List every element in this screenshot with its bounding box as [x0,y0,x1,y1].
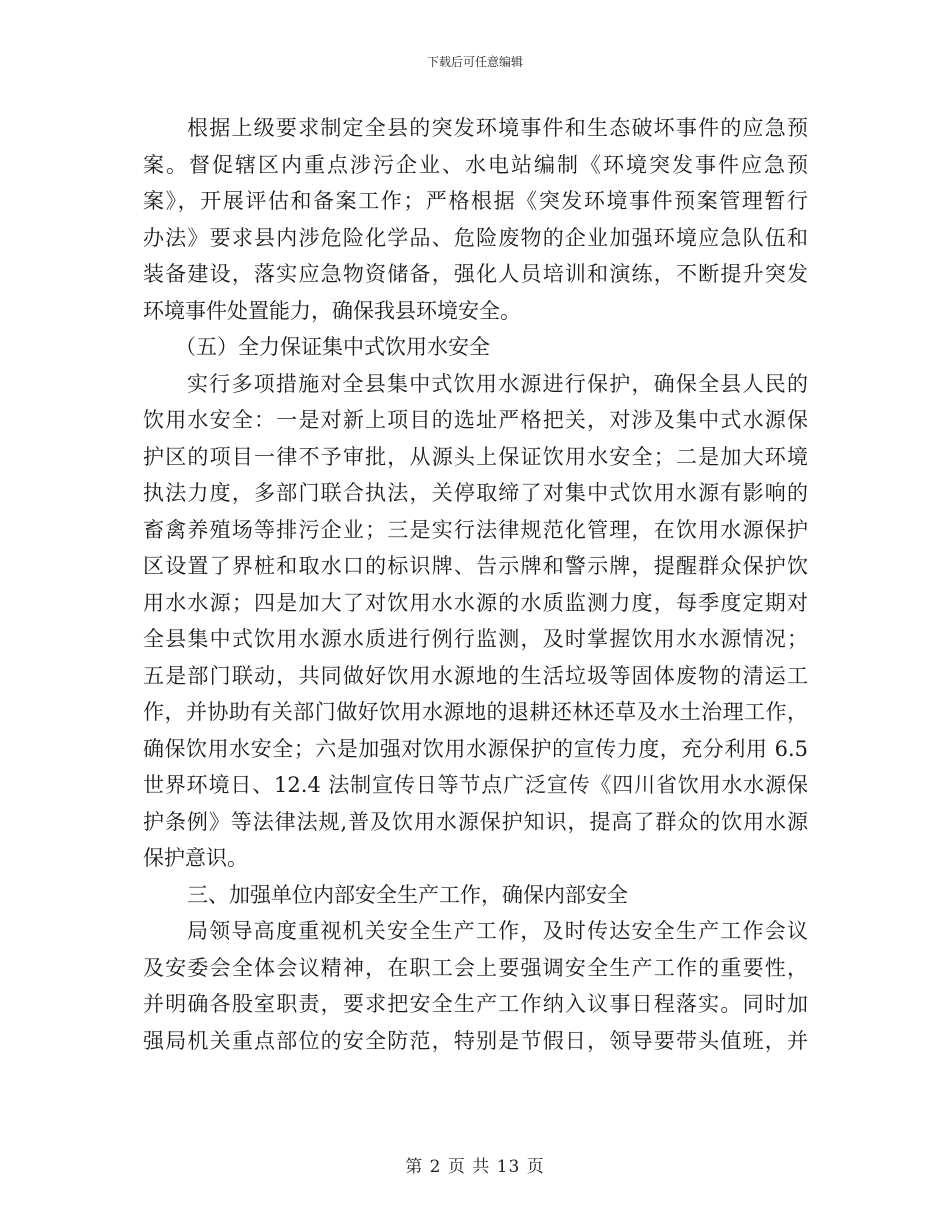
text-line: 强局机关重点部位的安全防范，特别是节假日，领导要带头值班，并 [143,1028,808,1053]
text-line: 案》，开展评估和备案工作；严格根据《突发环境事件预案管理暂行 [143,189,808,213]
text-line: 确保饮用水安全；六是加强对饮用水源保护的宣传力度，充分利用 6.5 [143,736,808,761]
section-heading: 三、加强单位内部安全生产工作，确保内部安全 [187,882,628,907]
text-line: 实行多项措施对全县集中式饮用水源进行保护，确保全县人民的 [187,371,808,396]
text-line: 畜禽养殖场等排污企业；三是实行法律规范化管理，在饮用水源保护 [143,517,808,542]
text-line: 全县集中式饮用水源水质进行例行监测，及时掌握饮用水水源情况； [143,627,808,651]
text-line: 装备建设，落实应急物资储备，强化人员培训和演练，不断提升突发 [143,262,808,286]
section-heading: （五）全力保证集中式饮用水安全 [175,335,490,359]
text-line: 案。督促辖区内重点涉污企业、水电站编制《环境突发事件应急预 [143,152,808,177]
text-line: 保护意识。 [143,846,248,870]
text-line: 饮用水安全：一是对新上项目的选址严格把关，对涉及集中式水源保 [143,408,808,432]
text-line: 护区的项目一律不予审批，从源头上保证饮用水安全；二是加大环境 [143,444,808,469]
text-line: 世界环境日、12.4 法制宣传日等节点广泛宣传《四川省饮用水水源保 [143,773,808,797]
text-line: 并明确各股室职责，要求把安全生产工作纳入议事日程落实。同时加 [143,992,808,1016]
text-line: 及安委会全体会议精神，在职工会上要强调安全生产工作的重要性， [143,955,808,980]
text-line: 护条例》等法律法规,普及饮用水源保护知识，提高了群众的饮用水源 [143,809,808,834]
text-line: 用水水源；四是加大了对饮用水水源的水质监测力度，每季度定期对 [143,590,808,615]
text-line: 五是部门联动，共同做好饮用水源地的生活垃圾等固体废物的清运工 [143,663,808,688]
text-line: 执法力度，多部门联合执法，关停取缔了对集中式饮用水源有影响的 [143,481,808,505]
text-line: 作，并协助有关部门做好饮用水源地的退耕还林还草及水土治理工作， [143,700,808,724]
text-line: 根据上级要求制定全县的突发环境事件和生态破坏事件的应急预 [187,116,808,140]
text-line: 环境事件处置能力，确保我县环境安全。 [143,298,521,323]
page-footer: 第 2 页 共 13 页 [405,1157,545,1177]
text-line: 区设置了界桩和取水口的标识牌、告示牌和警示牌，提醒群众保护饮 [143,554,808,578]
document-body [143,110,808,1059]
page-header: 下载后可任意编辑 [426,55,523,69]
text-line: 办法》要求县内涉危险化学品、危险废物的企业加强环境应急队伍和 [143,225,808,250]
text-line: 局领导高度重视机关安全生产工作，及时传达安全生产工作会议 [187,919,808,943]
